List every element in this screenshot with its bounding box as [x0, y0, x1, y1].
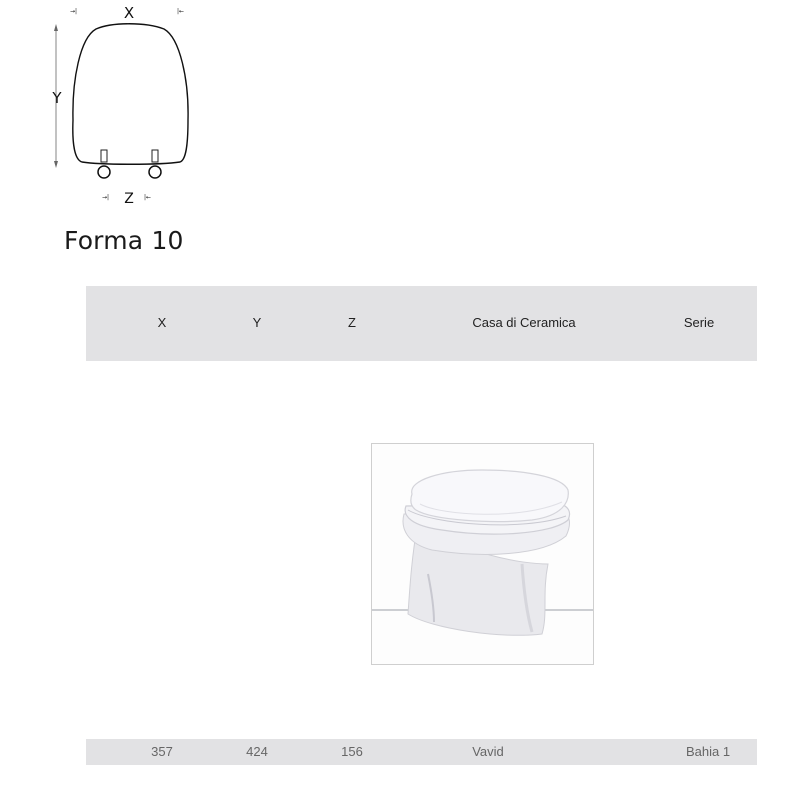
toilet-product-icon [372, 444, 593, 664]
column-header-y: Y [252, 315, 262, 330]
product-image [371, 443, 594, 665]
svg-text:→|: →| [70, 8, 78, 15]
svg-text:|←: |← [177, 8, 185, 15]
svg-text:→|: →| [102, 194, 110, 201]
seat-dimension-diagram [40, 0, 210, 210]
dimension-label-y: Y [52, 89, 62, 107]
column-header-x: X [157, 315, 167, 330]
svg-text:|←: |← [144, 194, 152, 201]
cell-z: 156 [341, 744, 363, 759]
page-title: Forma 10 [64, 226, 184, 255]
cell-y: 424 [246, 744, 268, 759]
column-header-z: Z [348, 315, 356, 330]
column-header-manufacturer: Casa di Ceramica [472, 315, 576, 330]
seat-outline [73, 24, 188, 165]
seat-outline-drawing [40, 0, 210, 210]
dimension-label-x: X [123, 4, 135, 22]
table-row [86, 739, 757, 765]
table-header [86, 286, 757, 361]
cell-x: 357 [151, 744, 173, 759]
cell-series: Bahia 1 [685, 744, 731, 759]
cell-manufacturer: Vavid [472, 744, 504, 759]
dimension-label-z: Z [124, 191, 134, 207]
column-header-series: Serie [683, 315, 715, 330]
